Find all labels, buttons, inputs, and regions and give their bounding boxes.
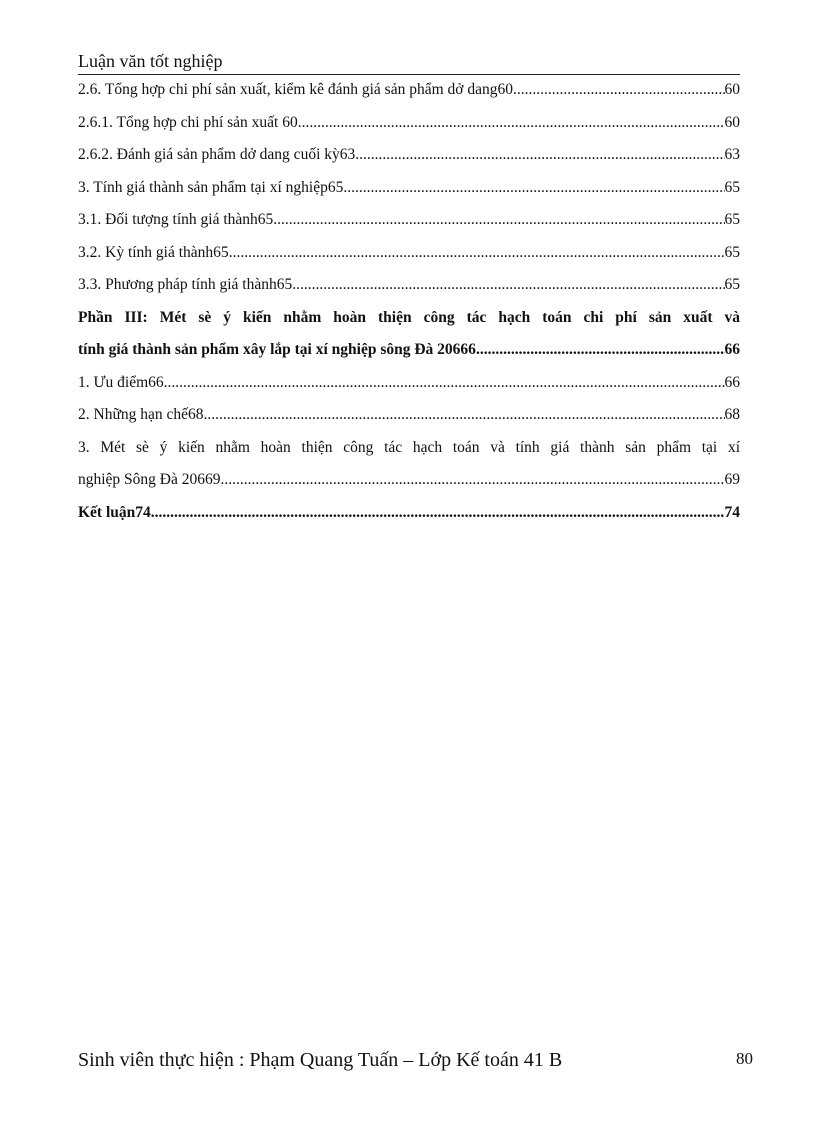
toc-entry-label: 3.2. Kỳ tính giá thành65 [78, 243, 229, 261]
toc-entry-page: 65 [724, 178, 740, 196]
table-of-contents [78, 74, 740, 529]
toc-entry[interactable] [78, 399, 740, 432]
toc-entry[interactable] [78, 172, 740, 205]
toc-entry[interactable] [78, 139, 740, 172]
toc-entry-page: 60 [724, 113, 740, 131]
toc-leader-dots [164, 367, 725, 400]
toc-entry-page: 65 [724, 243, 740, 261]
toc-item3-entry[interactable] [78, 464, 740, 497]
page-number: 80 [736, 1049, 753, 1068]
toc-leader-dots [343, 172, 724, 205]
toc-entry-label: 3. Tính giá thành sản phẩm tại xí nghiệp65 [78, 178, 344, 196]
toc-entry[interactable] [78, 74, 740, 107]
toc-entry-page: 65 [724, 211, 740, 228]
toc-part3-entry[interactable] [78, 334, 740, 367]
toc-entry-label: 2.6.1. Tổng hợp chi phí sản xuất 60 [78, 113, 298, 131]
toc-entry[interactable] [78, 269, 740, 302]
toc-entry-page: 66 [724, 373, 740, 391]
toc-item3-page: 69 [724, 471, 740, 488]
toc-entry-label: 2.6. Tổng hợp chi phí sản xuất, kiểm kê đánh giá sản phẩm dở dang60 [78, 81, 513, 98]
toc-leader-dots [513, 74, 725, 107]
footer-author: Sinh viên thực hiện : Phạm Quang Tuấn – Lớp Kế toán 41 B [78, 1049, 563, 1071]
toc-leader-dots [355, 139, 724, 172]
toc-leader-dots [151, 497, 725, 530]
toc-leader-dots [229, 237, 725, 270]
toc-entry-page: 63 [724, 146, 740, 163]
toc-leader-dots [273, 204, 724, 237]
toc-leader-dots [221, 464, 725, 497]
toc-entry[interactable] [78, 107, 740, 140]
toc-leader-dots [298, 107, 725, 140]
toc-leader-dots [292, 269, 724, 302]
toc-entry-label: 3.1. Đối tượng tính giá thành65 [78, 211, 274, 228]
toc-entry[interactable] [78, 237, 740, 270]
toc-entry-label: 1. Ưu điểm66 [78, 373, 164, 391]
toc-part3-line1[interactable]: Phần III: Mét sè ý kiến nhằm hoàn thiện công tác hạch toán chi phí sản xuất và [78, 308, 740, 326]
toc-conclusion-entry[interactable] [78, 497, 740, 530]
toc-entry-page: 60 [724, 81, 740, 98]
toc-entry-page: 65 [724, 276, 740, 293]
toc-conclusion-page: 74 [724, 503, 740, 521]
toc-item3-line1[interactable]: 3. Mét sè ý kiến nhằm hoàn thiện công tác hạch toán và tính giá thành sản phẩm tại xí [78, 438, 740, 456]
toc-leader-dots [203, 399, 724, 432]
page-header [78, 50, 740, 75]
toc-conclusion-label: Kết luận74 [78, 503, 151, 521]
toc-item3-line2: nghiệp Sông Đà 20669 [78, 471, 221, 488]
toc-part3-page: 66 [724, 341, 740, 358]
toc-entry-label: 2. Những hạn chế68 [78, 406, 204, 423]
toc-part3-line2: tính giá thành sản phẩm xây lắp tại xí nghiệp sông Đà 20666 [78, 341, 476, 358]
toc-leader-dots [476, 334, 725, 367]
toc-entry[interactable] [78, 367, 740, 400]
toc-entry-page: 68 [724, 406, 740, 423]
toc-entry-label: 3.3. Phương pháp tính giá thành65 [78, 276, 293, 293]
toc-entry[interactable] [78, 204, 740, 237]
header-title: Luận văn tốt nghiệp [78, 51, 223, 71]
toc-entry-label: 2.6.2. Đánh giá sản phẩm dở dang cuối kỳ63 [78, 146, 356, 163]
